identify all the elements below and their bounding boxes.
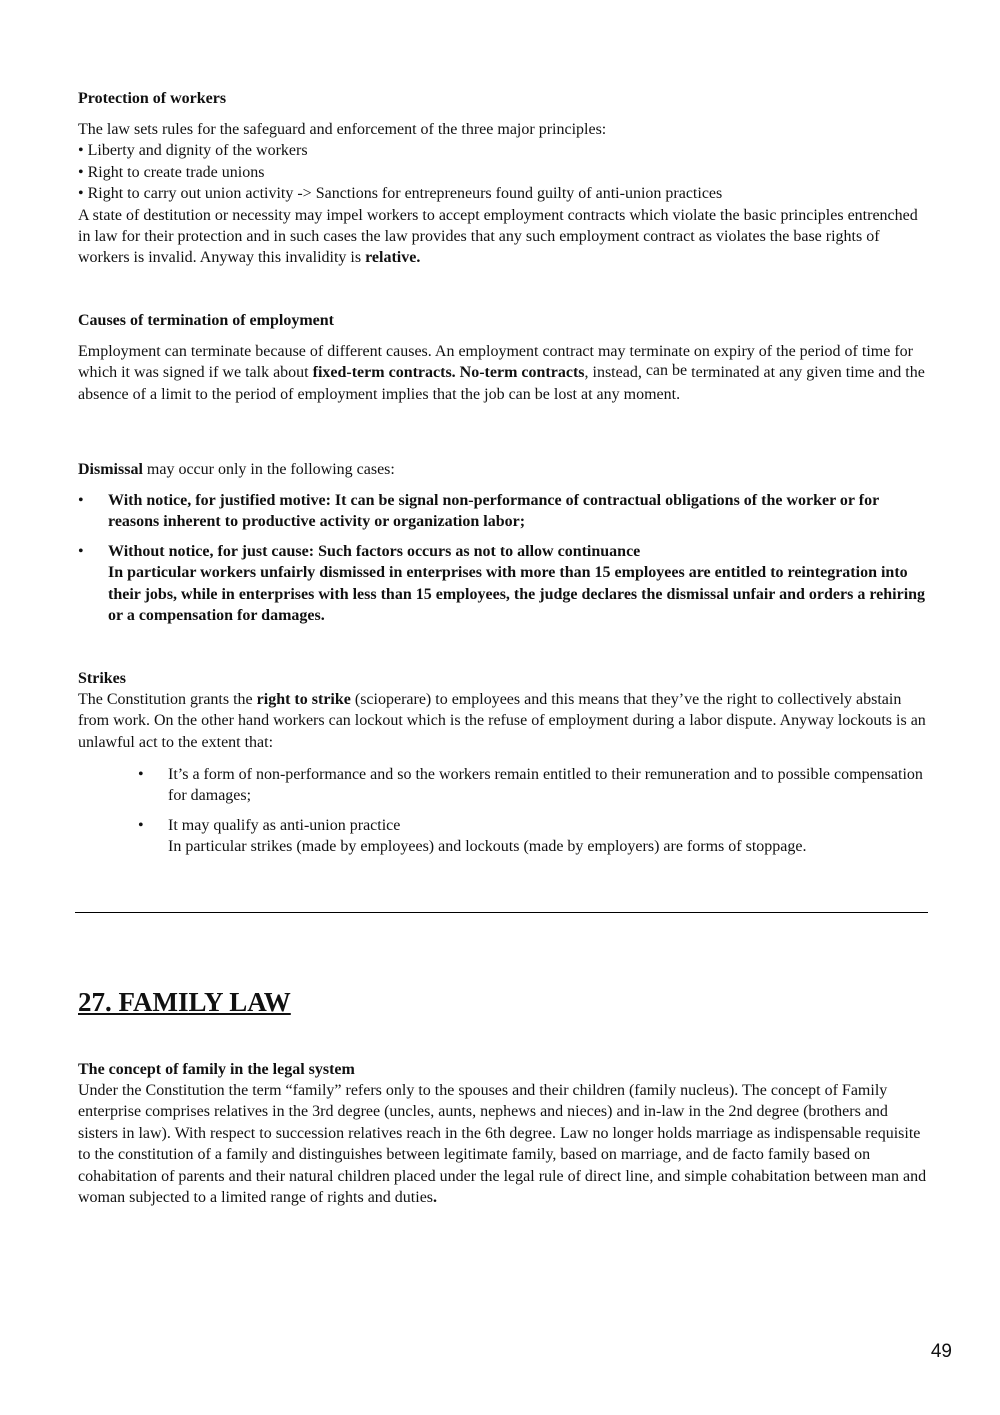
dismissal-lead-text: may occur only in the following cases: [142,461,395,478]
section-heading-strikes: Strikes [78,670,126,687]
family-text: Under the Constitution the term “family” refers only to the spouses and their children (family nucleus). The concept of Family enterprise comprises relatives in the 3rd degree (uncles, aunts, nephews and nieces) and in-law in the 2nd degree (brothers and sisters in law). With respect to succession relatives reach in the 6th degree. Law no longer holds marriage as indispensable requisite to the constitution of a family and distinguishes between legitimate family, based on marriage, and de facto family based on cohabitation of parents and their natural children placed under the legal rule of direct line, and simple cohabitation between man and woman subjected to a limited range of rights and duties [78,1082,927,1207]
relative-bold: relative. [365,249,421,267]
lockout-nonperformance: It’s a form of non-performance and so the workers remain entitled to their remuneration and to possible compensation for damages; [168,766,923,805]
list-item [78,764,928,807]
section-heading-protection: Protection of workers [78,90,227,107]
termination-text-3: can be [645,362,688,380]
right-to-strike-bold: right to strike [256,691,351,708]
protection-section [78,119,928,269]
family-end-bold: . [433,1189,438,1207]
list-item [78,815,928,858]
dismissal-without-notice: Without notice, for just cause: Such factors occurs as not to allow continuance [108,542,641,560]
termination-text-2: , instead, [584,364,646,382]
dismissal-with-notice: With notice, for justified motive: It can be signal non-performance of contractual obligations of the worker or for reasons inherent to productive activity or organization labor; [108,492,879,531]
dismissal-reintegration: In particular workers unfairly dismissed in enterprises with more than 15 employees are entitled to reintegration into their jobs, while in enterprises with less than 15 employees, the judge declares the dismissal unfair and orders a rehiring or a compensation for damages. [108,564,926,625]
protection-intro: The law sets rules for the safeguard and enforcement of the three major principles: [78,121,607,138]
section-heading-termination: Causes of termination of employment [78,312,334,329]
protection-paragraph [78,205,928,269]
section-divider [75,912,928,913]
section-heading-family: The concept of family in the legal system [78,1061,355,1078]
lockout-list [78,764,928,866]
lockout-antiunion: It may qualify as anti-union practice [168,816,401,834]
list-item [78,490,928,533]
principle-item: • Right to create trade unions [78,163,265,181]
chapter-title: 27. FAMILY LAW [78,987,291,1017]
termination-text-1: Employment can terminate because of different causes. An employment contract may terminate on expiry of the period of time for which it was signed if we talk about [78,343,913,382]
stoppage-note: In particular strikes (made by employees) and lockouts (made by employers) are forms of stoppage. [168,838,807,856]
contract-types-bold: fixed-term contracts. No-term contracts [312,364,585,382]
strikes-paragraph [78,689,928,753]
dismissal-lead [78,459,928,480]
principle-item: • Right to carry out union activity -> Sanctions for entrepreneurs found guilty of anti-union practices [78,185,723,203]
protection-text: A state of destitution or necessity may impel workers to accept employment contracts which violate the basic principles entrenched in law for their protection and in such cases the law provides that any such employment contract as violates the base rights of workers is invalid. Anyway this invalidity is [78,206,918,267]
strikes-text-2: (scioperare) to employees and this means that they’ve the right to collectively abstain from work. On the other hand workers can lockout which is the refuse of employment during a labor dispute. Anyway lockouts is an unlawful act to the extent that: [78,691,926,751]
dismissal-list [78,490,928,634]
principle-item: • Liberty and dignity of the workers [78,142,308,160]
dismissal-bold: Dismissal [78,461,143,478]
list-item [78,541,928,627]
termination-paragraph [78,341,928,405]
family-paragraph [78,1080,928,1208]
strikes-text-1: The Constitution grants the [78,691,257,708]
page-number: 49 [930,1341,952,1362]
termination-text-4: terminated at any given time and the absence of a limit to the period of employment implies that the job can be lost at any moment. [78,364,925,403]
